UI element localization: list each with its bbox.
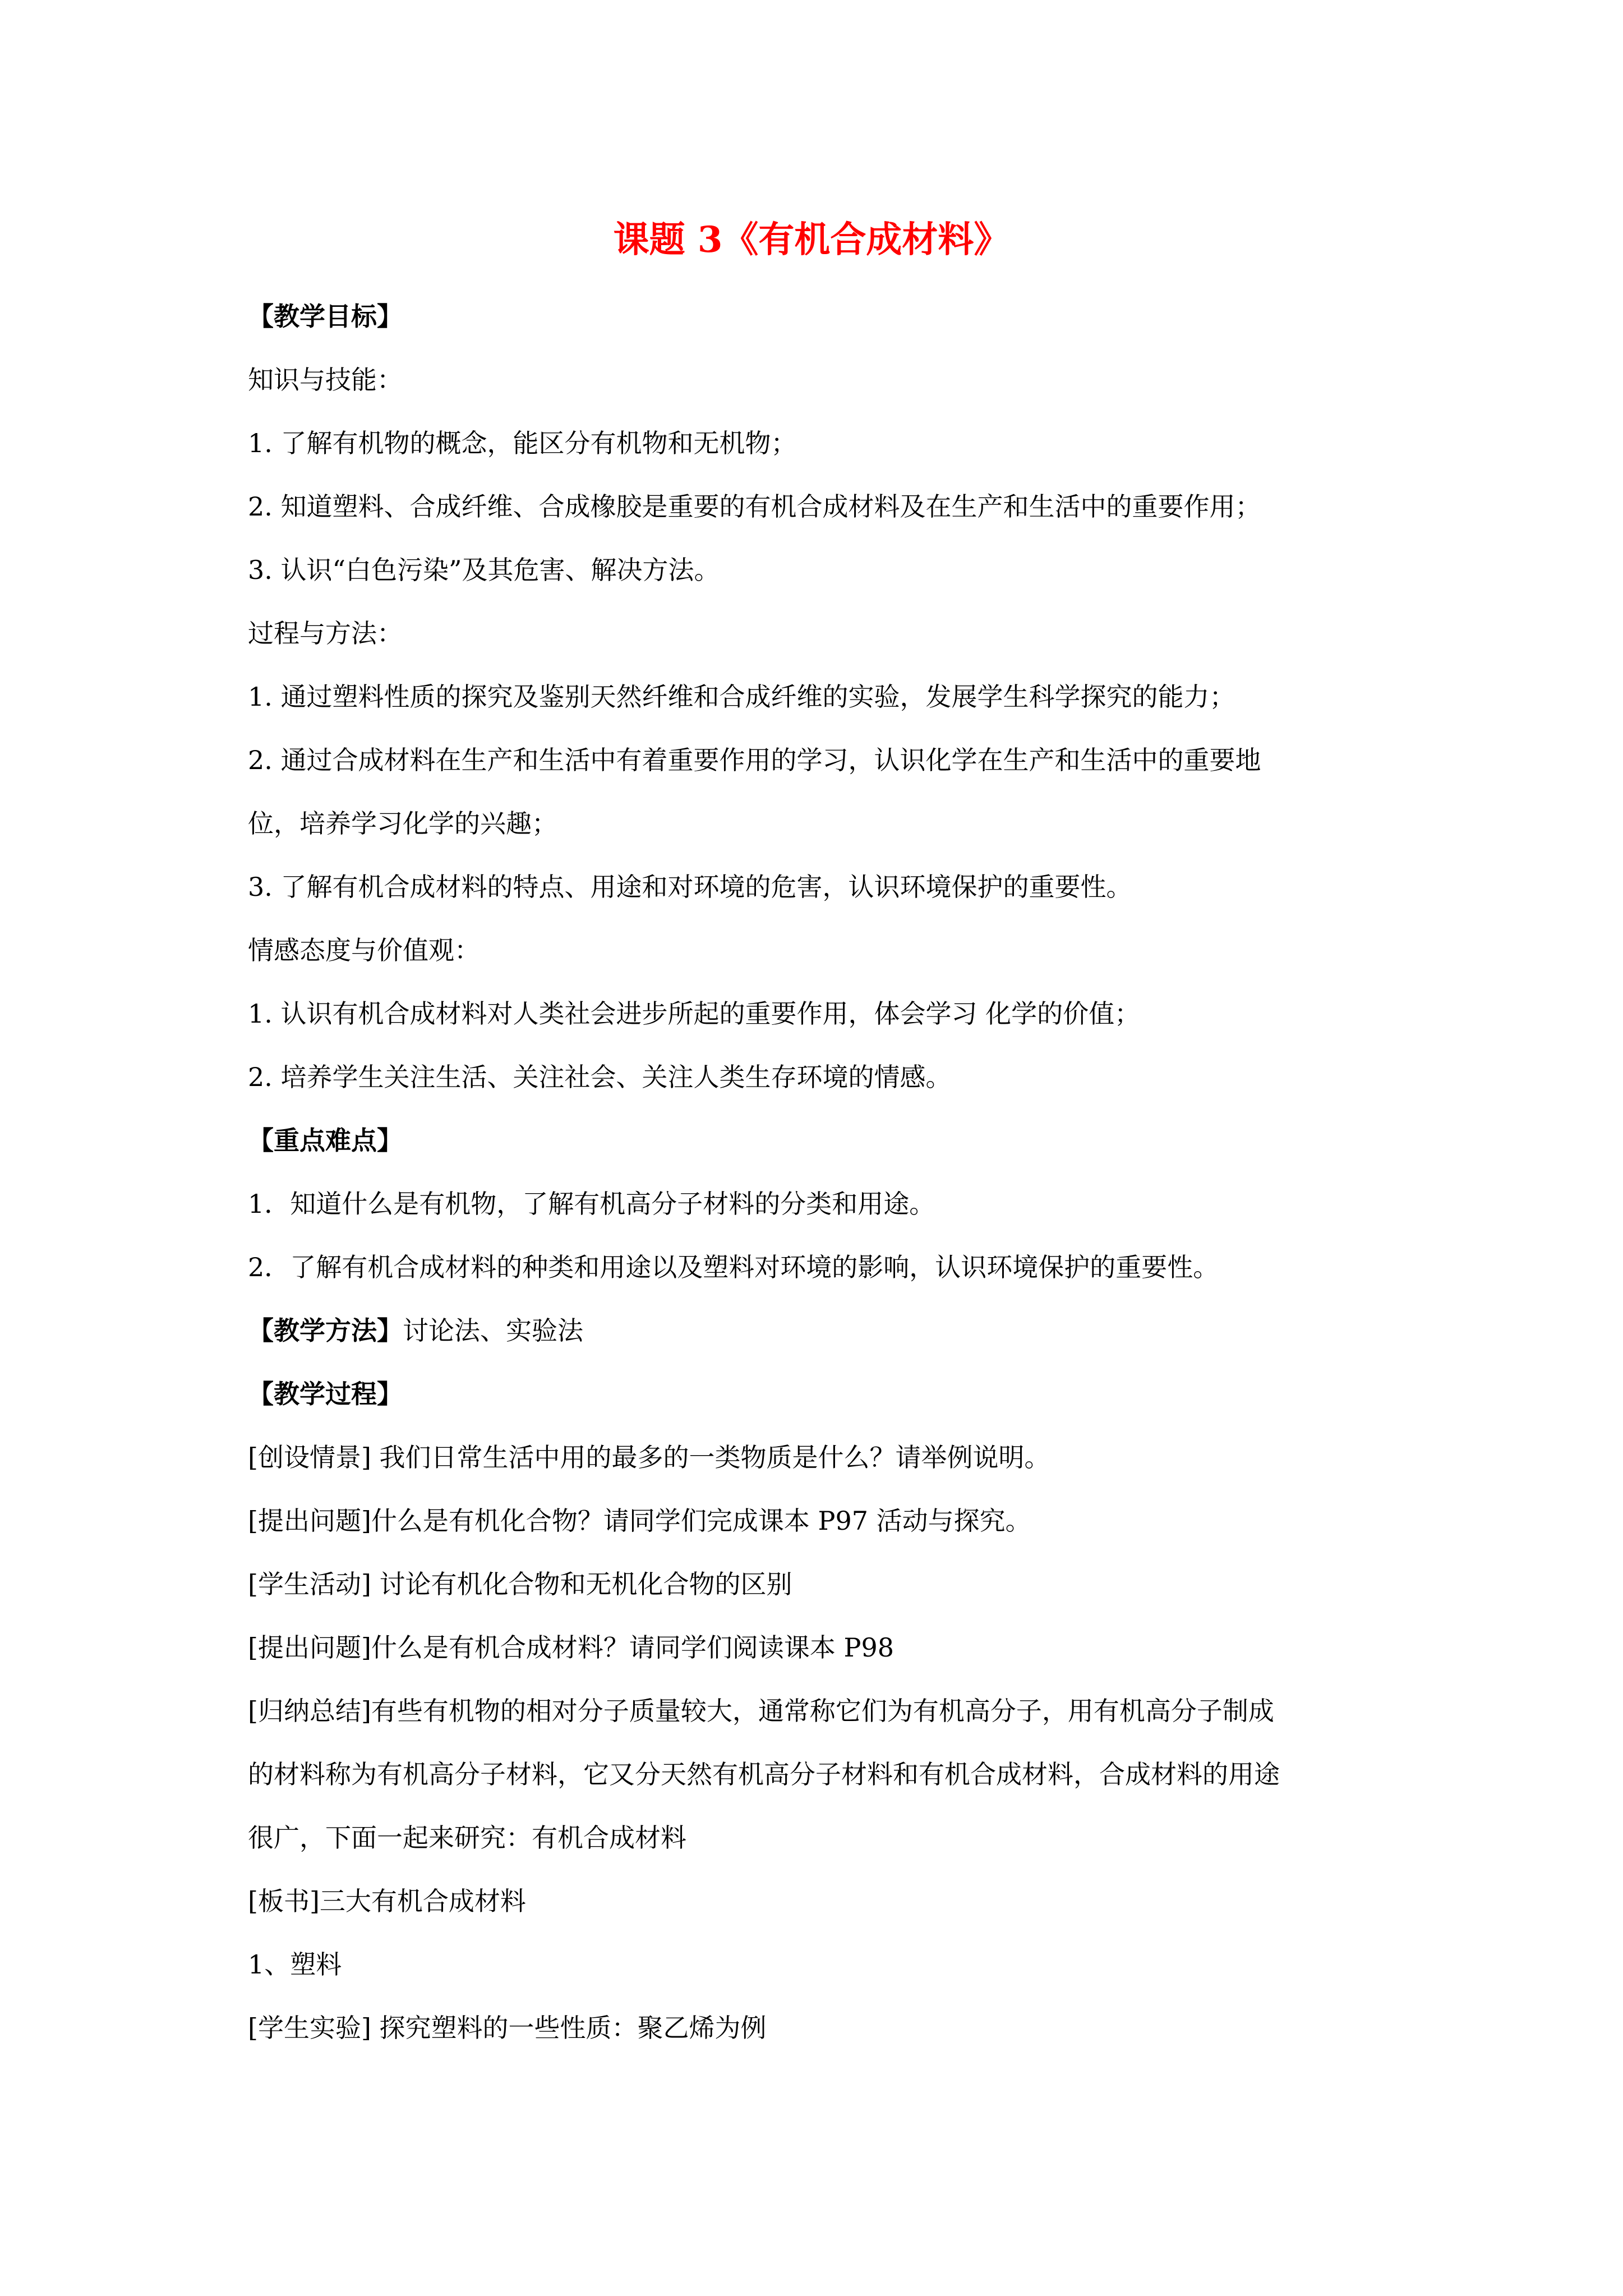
step-scenario: [创设情景] 我们日常生活中用的最多的一类物质是什么？请举例说明。 [248, 1442, 1050, 1473]
keypoint-item-1: 1．知道什么是有机物，了解有机高分子材料的分类和用途。 [248, 1189, 935, 1219]
knowledge-item-2: 2. 知道塑料、合成纤维、合成橡胶是重要的有机合成材料及在生产和生活中的重要作用； [248, 491, 1261, 522]
step-board: [板书]三大有机合成材料 [248, 1886, 526, 1916]
knowledge-subheading: 知识与技能： [248, 365, 403, 395]
page-title: 课题 3《有机合成材料》 [613, 219, 1010, 261]
step-activity: [学生活动] 讨论有机化合物和无机化合物的区别 [248, 1569, 792, 1599]
step-question-1: [提出问题]什么是有机化合物？请同学们完成课本 P97 活动与探究。 [248, 1506, 1031, 1536]
keypoint-item-2: 2．了解有机合成材料的种类和用途以及塑料对环境的影响，认识环境保护的重要性。 [248, 1252, 1219, 1282]
attitude-subheading: 情感态度与价值观： [248, 935, 480, 965]
attitude-item-2: 2. 培养学生关注生活、关注社会、关注人类生存环境的情感。 [248, 1062, 952, 1092]
plastics-heading: 1、塑料 [248, 1949, 342, 1980]
process-item-3: 3. 了解有机合成材料的特点、用途和对环境的危害，认识环境保护的重要性。 [248, 872, 1132, 902]
objectives-heading: 【教学目标】 [248, 301, 403, 332]
step-summary-line-1: [归纳总结]有些有机物的相对分子质量较大，通常称它们为有机高分子，用有机高分子制成 [248, 1696, 1274, 1726]
teaching-methods-label: 【教学方法】 [248, 1315, 403, 1346]
step-question-2: [提出问题]什么是有机合成材料？请同学们阅读课本 P98 [248, 1632, 894, 1663]
process-item-2-line-2: 位，培养学习化学的兴趣； [248, 808, 557, 839]
process-item-1: 1. 通过塑料性质的探究及鉴别天然纤维和合成纤维的实验，发展学生科学探究的能力； [248, 682, 1235, 712]
knowledge-item-3: 3. 认识“白色污染”及其危害、解决方法。 [248, 555, 720, 585]
knowledge-item-1: 1. 了解有机物的概念，能区分有机物和无机物； [248, 428, 797, 458]
process-subheading: 过程与方法： [248, 618, 403, 648]
step-experiment: [学生实验] 探究塑料的一些性质：聚乙烯为例 [248, 2013, 767, 2043]
teaching-methods-line [248, 1314, 583, 1347]
process-item-2-line-1: 2. 通过合成材料在生产和生活中有着重要作用的学习，认识化学在生产和生活中的重要地 [248, 745, 1261, 775]
keypoints-heading: 【重点难点】 [248, 1125, 403, 1156]
step-summary-line-3: 很广，下面一起来研究：有机合成材料 [248, 1823, 686, 1853]
process-heading: 【教学过程】 [248, 1379, 403, 1409]
attitude-item-1: 1. 认识有机合成材料对人类社会进步所起的重要作用，体会学习 化学的价值； [248, 999, 1141, 1029]
teaching-methods-value: 讨论法、实验法 [403, 1315, 583, 1346]
step-summary-line-2: 的材料称为有机高分子材料，它又分天然有机高分子材料和有机合成材料，合成材料的用途 [248, 1759, 1280, 1789]
